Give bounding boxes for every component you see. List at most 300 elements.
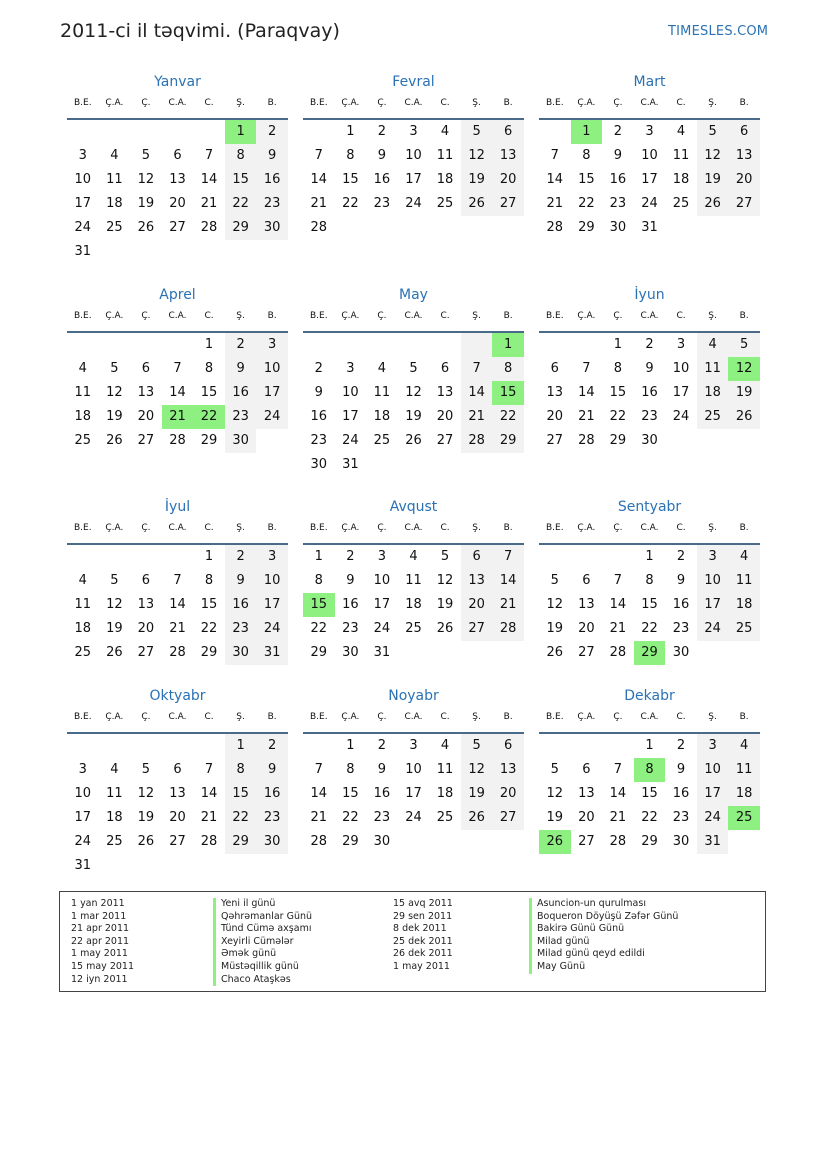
weekday-label: Ç.A.: [105, 98, 124, 108]
day-cell: 18: [697, 381, 729, 405]
day-cell: 21: [609, 621, 627, 636]
day-cell: 11: [74, 385, 92, 400]
empty-cell: [67, 120, 99, 144]
day-cell: 16: [373, 786, 391, 801]
day-cell: 24: [641, 196, 658, 211]
weekday-label: Ç.: [613, 311, 623, 321]
day-cell: 3: [78, 762, 87, 777]
day-cell: 18: [405, 597, 422, 612]
empty-cell: [162, 734, 194, 758]
holiday-day-cell: 15: [303, 593, 335, 617]
day-cell: 10: [672, 361, 690, 376]
day-cell: 29: [609, 433, 627, 448]
day-cell: 3: [409, 124, 418, 139]
day-cell: 16: [672, 597, 690, 612]
holiday-name: May Günü: [529, 961, 678, 974]
weekday-label: Ş.: [236, 311, 245, 321]
weekday-label: C.: [204, 311, 214, 321]
holiday-date: 1 mar 2011: [71, 910, 127, 922]
holiday-day-cell: 1: [571, 120, 603, 144]
weekday-label: Ç.A.: [341, 523, 360, 533]
weekday-label: C.A.: [168, 98, 187, 108]
day-cell: 13: [436, 385, 454, 400]
day-cell: 12: [106, 385, 123, 400]
day-cell: 4: [110, 148, 119, 163]
day-cell: 27: [169, 220, 186, 235]
empty-cell: [366, 333, 398, 357]
day-cell: 15: [225, 782, 257, 806]
day-cell: 24: [672, 409, 690, 424]
day-cell: 2: [256, 120, 288, 144]
day-cell: 28: [609, 834, 627, 849]
weekday-label: B.: [267, 523, 277, 533]
month-8: [303, 497, 524, 665]
empty-cell: [162, 120, 194, 144]
weekday-label: Ç.: [377, 311, 387, 321]
day-cell: 10: [342, 385, 359, 400]
day-cell: 29: [200, 645, 218, 660]
day-cell: 18: [106, 810, 123, 825]
weekday-label: Ş.: [236, 712, 245, 722]
weekday-label: B.E.: [309, 523, 328, 533]
weekday-label: Ş.: [708, 523, 717, 533]
day-cell: 24: [697, 806, 729, 830]
holiday-date: 21 apr 2011: [71, 923, 130, 935]
day-cell: 3: [676, 337, 686, 352]
holiday-names-col-2: [529, 898, 678, 974]
day-cell: 26: [461, 192, 493, 216]
weekday-label: B.: [503, 98, 513, 108]
day-cell: 18: [74, 409, 92, 424]
holiday-name: Milad günü qeyd edildi: [529, 948, 678, 961]
day-cell: 12: [405, 385, 422, 400]
day-cell: 11: [728, 569, 760, 593]
empty-cell: [162, 333, 194, 357]
holiday-date: 1 may 2011: [393, 960, 450, 972]
month-name: Mart: [633, 74, 666, 90]
day-cell: 8: [582, 148, 591, 163]
day-cell: 27: [461, 617, 493, 641]
day-cell: 18: [728, 593, 760, 617]
month-7: [67, 497, 288, 665]
day-cell: 18: [373, 409, 391, 424]
day-cell: 7: [613, 762, 623, 777]
weekday-header: [67, 521, 288, 545]
holiday-name: Tünd Cümə axşamı: [213, 923, 312, 936]
day-cell: 20: [492, 168, 524, 192]
day-cell: 11: [436, 762, 454, 777]
holiday-day-cell: 1: [225, 120, 257, 144]
weekday-label: B.E.: [545, 311, 564, 321]
weekday-label: B.: [739, 523, 749, 533]
holiday-name: Asuncion-un qurulması: [529, 898, 678, 911]
day-grid: [67, 734, 288, 878]
day-cell: 14: [310, 172, 328, 187]
day-cell: 1: [645, 738, 654, 753]
holiday-day-cell: 25: [728, 806, 760, 830]
day-cell: 14: [609, 786, 627, 801]
day-cell: 17: [373, 597, 391, 612]
empty-cell: [303, 333, 335, 357]
day-cell: 21: [578, 409, 595, 424]
weekday-label: Ç.: [141, 523, 151, 533]
day-cell: 13: [728, 144, 760, 168]
day-cell: 23: [256, 192, 288, 216]
weekday-label: B.: [503, 311, 513, 321]
day-grid: [539, 120, 760, 240]
holiday-names-col-1: [213, 898, 312, 986]
weekday-label: Ç.A.: [577, 311, 596, 321]
weekday-label: Ç.: [613, 523, 623, 533]
empty-cell: [461, 333, 493, 357]
day-cell: 16: [310, 409, 328, 424]
holiday-name: Müstəqillik günü: [213, 961, 312, 974]
day-cell: 24: [256, 405, 288, 429]
holiday-day-cell: 1: [492, 333, 524, 357]
holiday-name: Bakirə Günü Günü: [529, 923, 678, 936]
day-cell: 26: [106, 645, 123, 660]
day-cell: 20: [546, 409, 564, 424]
day-cell: 2: [225, 333, 257, 357]
day-cell: 4: [440, 738, 450, 753]
weekday-label: Ş.: [472, 712, 481, 722]
weekday-label: Ç.A.: [577, 523, 596, 533]
day-cell: 8: [225, 758, 257, 782]
day-cell: 25: [74, 433, 92, 448]
holiday-date: 1 yan 2011: [71, 898, 125, 909]
day-cell: 9: [225, 569, 257, 593]
day-cell: 29: [342, 834, 359, 849]
day-cell: 27: [492, 806, 524, 830]
month-name: Avqust: [389, 499, 438, 515]
day-cell: 13: [137, 597, 155, 612]
day-cell: 30: [310, 457, 328, 472]
day-cell: 23: [342, 621, 359, 636]
day-cell: 28: [546, 220, 564, 235]
day-cell: 1: [204, 337, 214, 352]
day-cell: 11: [106, 786, 123, 801]
day-cell: 31: [256, 641, 288, 665]
empty-cell: [602, 734, 634, 758]
day-cell: 9: [314, 385, 323, 400]
weekday-label: Ç.A.: [341, 712, 360, 722]
empty-cell: [429, 333, 461, 357]
holiday-name: Əmək günü: [213, 948, 312, 961]
weekday-header: [67, 710, 288, 734]
day-cell: 20: [461, 593, 493, 617]
day-cell: 13: [578, 786, 595, 801]
empty-cell: [130, 545, 162, 569]
day-cell: 2: [346, 549, 355, 564]
day-cell: 19: [697, 168, 729, 192]
holiday-name: Chaco Ataşkəs: [213, 974, 312, 987]
empty-cell: [571, 545, 603, 569]
day-cell: 16: [609, 172, 627, 187]
day-cell: 3: [409, 738, 418, 753]
day-cell: 12: [461, 144, 493, 168]
day-cell: 18: [74, 621, 92, 636]
day-grid: [303, 545, 524, 665]
day-cell: 16: [256, 168, 288, 192]
day-cell: 8: [225, 144, 257, 168]
day-cell: 16: [342, 597, 359, 612]
day-cell: 12: [546, 597, 564, 612]
day-cell: 14: [200, 172, 218, 187]
day-cell: 8: [492, 357, 524, 381]
day-grid: [539, 734, 760, 854]
day-cell: 19: [728, 381, 760, 405]
month-name: Noyabr: [388, 688, 439, 704]
day-cell: 19: [436, 597, 454, 612]
day-cell: 4: [377, 361, 387, 376]
day-cell: 7: [550, 148, 559, 163]
day-cell: 1: [225, 734, 257, 758]
day-cell: 7: [314, 762, 323, 777]
day-cell: 26: [405, 433, 422, 448]
day-cell: 22: [200, 621, 218, 636]
day-cell: 23: [672, 810, 690, 825]
day-cell: 22: [342, 810, 359, 825]
weekday-label: C.: [440, 712, 450, 722]
day-cell: 10: [641, 148, 658, 163]
day-cell: 30: [225, 429, 257, 453]
weekday-label: Ç.A.: [341, 98, 360, 108]
weekday-label: C.A.: [168, 712, 187, 722]
empty-cell: [130, 333, 162, 357]
month-6: [539, 285, 760, 453]
weekday-label: C.A.: [168, 311, 187, 321]
day-cell: 13: [169, 786, 186, 801]
day-cell: 20: [578, 621, 595, 636]
holiday-day-cell: 26: [539, 830, 571, 854]
day-cell: 30: [609, 220, 627, 235]
day-cell: 4: [440, 124, 450, 139]
day-cell: 12: [546, 786, 564, 801]
weekday-label: C.A.: [404, 712, 423, 722]
day-cell: 14: [492, 569, 524, 593]
empty-cell: [539, 734, 571, 758]
weekday-label: C.A.: [640, 712, 659, 722]
day-cell: 8: [314, 573, 323, 588]
day-cell: 3: [78, 148, 87, 163]
holiday-dates-col-1: [71, 898, 134, 986]
day-cell: 28: [200, 220, 218, 235]
day-cell: 16: [672, 786, 690, 801]
day-cell: 27: [169, 834, 186, 849]
day-cell: 29: [578, 220, 595, 235]
day-cell: 26: [137, 834, 155, 849]
day-cell: 10: [405, 148, 422, 163]
day-cell: 19: [461, 168, 493, 192]
weekday-label: Ç.: [613, 98, 623, 108]
weekday-label: B.: [267, 712, 277, 722]
day-cell: 25: [405, 621, 422, 636]
day-cell: 29: [310, 645, 328, 660]
day-cell: 21: [200, 810, 218, 825]
day-cell: 21: [169, 621, 186, 636]
day-cell: 23: [373, 810, 391, 825]
day-cell: 30: [225, 641, 257, 665]
weekday-header: [303, 710, 524, 734]
weekday-label: Ç.: [377, 98, 387, 108]
day-cell: 21: [492, 593, 524, 617]
day-cell: 2: [225, 545, 257, 569]
day-cell: 1: [314, 549, 323, 564]
day-cell: 8: [613, 361, 623, 376]
weekday-label: B.E.: [309, 311, 328, 321]
day-cell: 24: [697, 617, 729, 641]
day-cell: 9: [256, 758, 288, 782]
day-cell: 19: [546, 810, 564, 825]
weekday-label: C.: [440, 311, 450, 321]
day-cell: 15: [225, 168, 257, 192]
day-cell: 15: [200, 597, 218, 612]
day-cell: 25: [106, 834, 123, 849]
day-cell: 20: [492, 782, 524, 806]
day-cell: 13: [492, 758, 524, 782]
day-cell: 6: [728, 120, 760, 144]
month-name: İyun: [634, 287, 665, 303]
month-5: [303, 285, 524, 477]
weekday-header: [539, 710, 760, 734]
weekday-label: C.A.: [404, 523, 423, 533]
empty-cell: [303, 120, 335, 144]
weekday-label: B.E.: [545, 712, 564, 722]
page-title: 2011-ci il təqvimi. (Paraqvay): [60, 20, 340, 42]
day-cell: 19: [546, 621, 564, 636]
day-cell: 29: [225, 830, 257, 854]
weekday-header: [539, 96, 760, 120]
holiday-date: 12 iyn 2011: [71, 973, 128, 985]
holiday-date: 8 dek 2011: [393, 923, 447, 935]
day-cell: 26: [436, 621, 454, 636]
weekday-label: B.: [739, 98, 749, 108]
day-cell: 30: [256, 830, 288, 854]
day-cell: 20: [436, 409, 454, 424]
holiday-list: [59, 891, 766, 992]
day-cell: 1: [645, 549, 654, 564]
holiday-name: Yeni il günü: [213, 898, 312, 911]
day-cell: 30: [672, 834, 690, 849]
weekday-label: C.A.: [640, 98, 659, 108]
day-cell: 13: [492, 144, 524, 168]
day-cell: 25: [436, 196, 454, 211]
day-cell: 11: [373, 385, 391, 400]
day-cell: 4: [110, 762, 119, 777]
day-cell: 6: [582, 573, 591, 588]
day-cell: 10: [373, 573, 391, 588]
weekday-label: C.: [440, 98, 450, 108]
day-cell: 31: [641, 220, 658, 235]
day-cell: 5: [110, 573, 119, 588]
empty-cell: [602, 545, 634, 569]
empty-cell: [539, 120, 571, 144]
day-cell: 30: [256, 216, 288, 240]
day-cell: 24: [256, 617, 288, 641]
day-cell: 7: [461, 357, 493, 381]
day-cell: 18: [436, 172, 454, 187]
day-cell: 27: [578, 834, 595, 849]
holiday-date: 22 apr 2011: [71, 935, 130, 947]
day-cell: 15: [641, 597, 658, 612]
day-cell: 26: [728, 405, 760, 429]
day-cell: 4: [676, 124, 686, 139]
holiday-name: Qəhrəmanlar Günü: [213, 911, 312, 924]
day-cell: 2: [676, 738, 686, 753]
weekday-label: B.: [739, 712, 749, 722]
day-cell: 7: [492, 545, 524, 569]
day-cell: 8: [346, 762, 355, 777]
day-cell: 2: [676, 549, 686, 564]
day-cell: 26: [106, 433, 123, 448]
month-3: [539, 72, 760, 240]
empty-cell: [193, 734, 225, 758]
day-cell: 9: [225, 357, 257, 381]
day-cell: 20: [137, 621, 155, 636]
day-cell: 2: [613, 124, 623, 139]
day-cell: 17: [74, 810, 92, 825]
empty-cell: [99, 120, 131, 144]
day-cell: 16: [373, 172, 391, 187]
day-cell: 8: [645, 573, 654, 588]
day-cell: 13: [578, 597, 595, 612]
empty-cell: [67, 734, 99, 758]
holiday-date: 29 sen 2011: [393, 910, 453, 922]
weekday-label: Ş.: [708, 98, 717, 108]
brand-link[interactable]: TIMESLES.COM: [668, 24, 769, 39]
holiday-date: 1 may 2011: [71, 948, 128, 960]
weekday-header: [67, 309, 288, 333]
day-cell: 2: [256, 734, 288, 758]
day-cell: 5: [461, 734, 493, 758]
weekday-label: Ç.A.: [105, 712, 124, 722]
day-grid: [67, 120, 288, 264]
day-cell: 1: [613, 337, 623, 352]
day-cell: 28: [169, 433, 186, 448]
day-cell: 28: [461, 429, 493, 453]
month-1: [67, 72, 288, 264]
day-cell: 19: [405, 409, 422, 424]
day-cell: 27: [578, 645, 595, 660]
month-name: May: [399, 287, 428, 303]
weekday-label: B.: [739, 311, 749, 321]
day-cell: 17: [342, 409, 359, 424]
weekday-label: C.: [204, 712, 214, 722]
day-cell: 24: [74, 220, 92, 235]
day-cell: 14: [310, 786, 328, 801]
day-cell: 28: [200, 834, 218, 849]
day-cell: 25: [106, 220, 123, 235]
day-cell: 17: [74, 196, 92, 211]
day-cell: 23: [609, 196, 627, 211]
day-cell: 29: [492, 429, 524, 453]
day-cell: 18: [728, 782, 760, 806]
day-cell: 17: [405, 786, 422, 801]
day-cell: 30: [373, 834, 391, 849]
day-cell: 5: [697, 120, 729, 144]
weekday-label: Ş.: [236, 98, 245, 108]
day-cell: 12: [436, 573, 454, 588]
holiday-day-cell: 15: [492, 381, 524, 405]
weekday-label: B.: [503, 523, 513, 533]
day-cell: 14: [609, 597, 627, 612]
day-cell: 7: [314, 148, 323, 163]
holiday-date: 15 may 2011: [71, 960, 135, 972]
day-cell: 8: [204, 361, 214, 376]
day-grid: [67, 333, 288, 453]
day-cell: 10: [256, 357, 288, 381]
weekday-label: C.A.: [168, 523, 187, 533]
